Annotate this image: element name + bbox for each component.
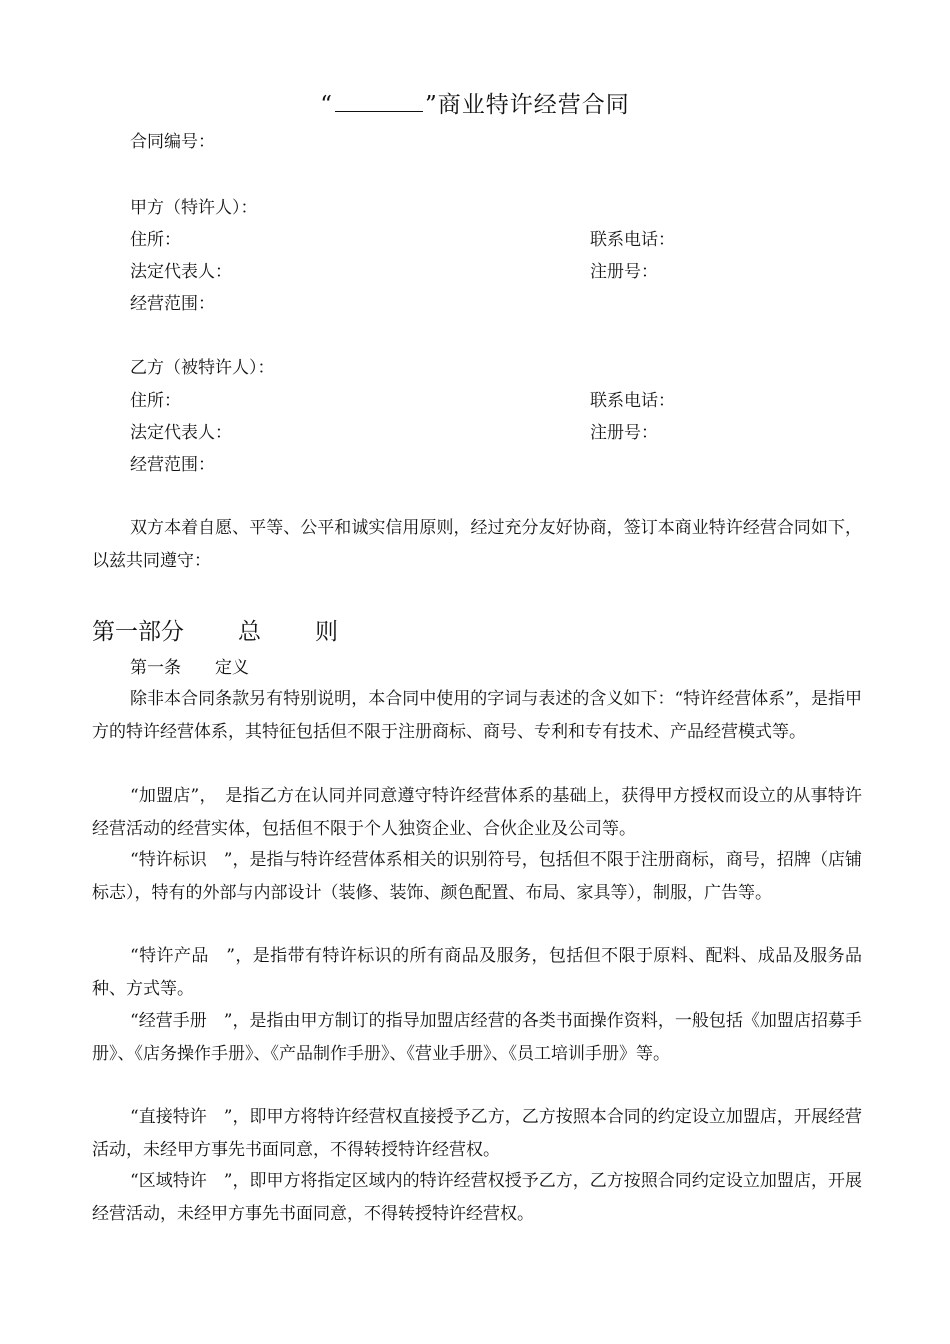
preamble-text: 双方本着自愿、平等、公平和诚实信用原则，经过充分友好协商，签订本商业特许经营合同如下，以兹共同遵守： [92, 518, 862, 571]
title-open-quote: “ [320, 92, 333, 118]
definition-paragraph [92, 1005, 862, 1071]
title-text: ”商业特许经营合同 [425, 92, 630, 118]
definition-paragraph [92, 940, 862, 1006]
definition-paragraph [92, 1101, 862, 1167]
article-1-name: 定义 [215, 658, 249, 678]
definition-text: “加盟店”， 是指乙方在认同并同意遵守特许经营体系的基础上，获得甲方授权而设立的从事特许经营活动的经营实体，包括但不限于个人独资企业、合伙企业及公司等。 [92, 786, 862, 839]
definition-text: “经营手册 ”，是指由甲方制订的指导加盟店经营的各类书面操作资料，一般包括《加盟店招募手册》、《店务操作手册》、《产品制作手册》、《营业手册》、《员工培训手册》等。 [92, 1011, 862, 1064]
contract-number-label: 合同编号： [130, 132, 215, 152]
section-word-1: 总 [238, 619, 261, 645]
preamble-paragraph [92, 512, 862, 578]
definition-paragraph [92, 844, 862, 910]
party-b-address-label: 住所： [130, 391, 181, 411]
party-a-scope-label: 经营范围： [130, 294, 215, 314]
party-b-heading: 乙方（被特许人）： [130, 358, 275, 378]
section-heading [92, 613, 338, 646]
party-a-phone-label: 联系电话： [590, 230, 675, 250]
party-b-scope-label: 经营范围： [130, 455, 215, 475]
definition-paragraph [92, 780, 862, 846]
definition-text: “特许产品 ”，是指带有特许标识的所有商品及服务，包括但不限于原料、配料、成品及服务品种、方式等。 [92, 946, 862, 999]
party-a-rep-label: 法定代表人： [130, 262, 232, 282]
party-b-rep-label: 法定代表人： [130, 423, 232, 443]
definition-text: “直接特许 ”，即甲方将特许经营权直接授予乙方，乙方按照本合同的约定设立加盟店，开展经营活动，未经甲方事先书面同意，不得转授特许经营权。 [92, 1107, 862, 1160]
party-a-reg-label: 注册号： [590, 262, 658, 282]
article-1-heading [130, 658, 249, 678]
section-part: 第一部分 [92, 619, 184, 645]
party-b-reg-label: 注册号： [590, 423, 658, 443]
definition-text: “特许标识 ”，是指与特许经营体系相关的识别符号，包括但不限于注册商标，商号，招牌（店铺标志），特有的外部与内部设计（装修、装饰、颜色配置、布局、家具等），制服，广告等。 [92, 850, 862, 903]
definition-text: “区域特许 ”，即甲方将指定区域内的特许经营权授予乙方，乙方按照合同约定设立加盟店，开展经营活动，未经甲方事先书面同意，不得转授特许经营权。 [92, 1171, 862, 1224]
definition-paragraph [92, 683, 862, 749]
party-b-phone-label: 联系电话： [590, 391, 675, 411]
article-1-number: 第一条 [130, 658, 181, 678]
party-a-heading: 甲方（特许人）： [130, 198, 258, 218]
party-a-address-label: 住所： [130, 230, 181, 250]
section-word-2: 则 [315, 619, 338, 645]
title-blank-underline [335, 91, 423, 112]
definition-paragraph [92, 1165, 862, 1231]
contract-title [0, 86, 950, 119]
definition-text: 除非本合同条款另有特别说明，本合同中使用的字词与表述的含义如下：“特许经营体系”，是指甲方的特许经营体系，其特征包括但不限于注册商标、商号、专利和专有技术、产品经营模式等。 [92, 689, 862, 742]
